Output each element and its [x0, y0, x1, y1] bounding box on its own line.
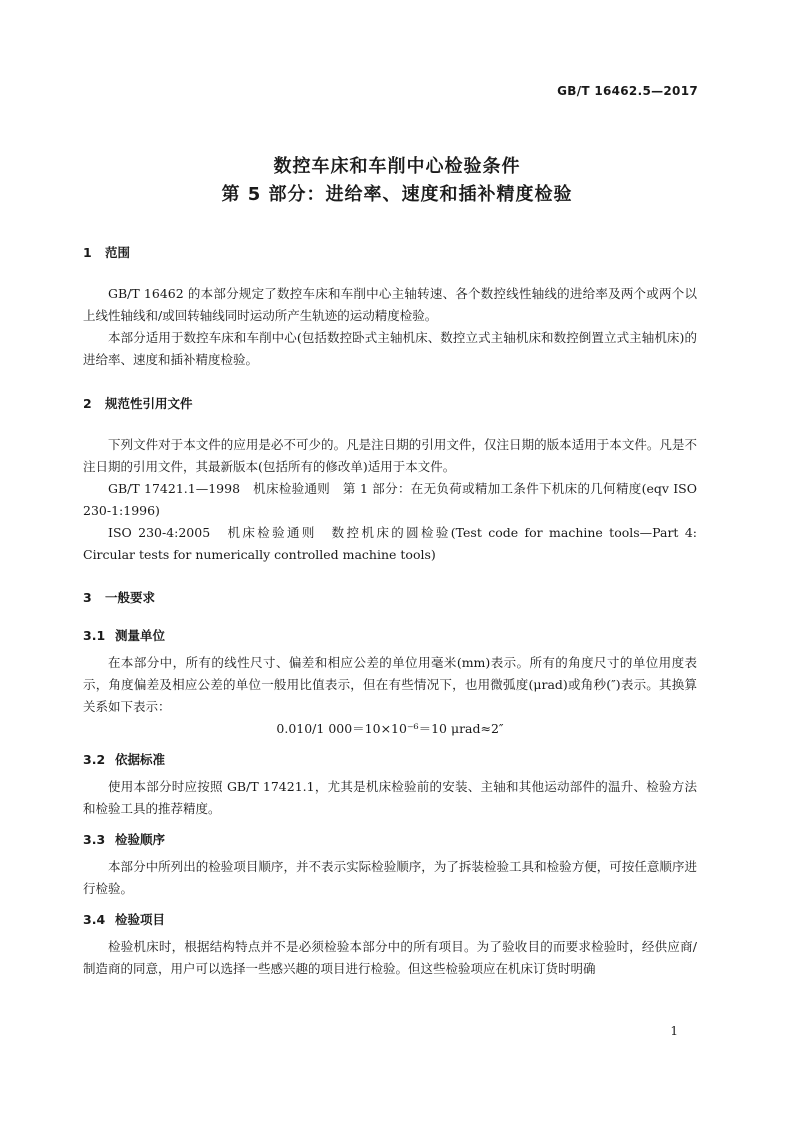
section-1-heading [83, 243, 697, 261]
paragraph: 检验机床时，根据结构特点并不是必须检验本部分中的所有项目。为了验收目的而要求检验时，经供应商/制造商的同意，用户可以选择一些感兴趣的项目进行检验。但这些检验项应在机床订货时明确 [83, 939, 697, 976]
section-title: 一般要求 [105, 590, 156, 605]
document-title: 数控车床和车削中心检验条件 [273, 156, 521, 177]
section-title: 检验项目 [115, 912, 166, 927]
section-number: 1 [83, 245, 92, 260]
paragraph: 本部分中所列出的检验项目顺序，并不表示实际检验顺序，为了拆装检验工具和检验方便，可按任意顺序进行检验。 [83, 859, 697, 896]
section-3-4-heading [83, 910, 697, 928]
section-title: 规范性引用文件 [105, 396, 193, 411]
section-title: 测量单位 [115, 628, 166, 643]
section-title: 依据标准 [115, 752, 166, 767]
paragraph: 本部分适用于数控车床和车削中心(包括数控卧式主轴机床、数控立式主轴机床和数控倒置立式主轴机床)的进给率、速度和插补精度检验。 [83, 330, 697, 367]
page-number: 1 [670, 1024, 678, 1038]
section-number: 3 [83, 590, 92, 605]
paragraph: GB/T 16462 的本部分规定了数控车床和车削中心主轴转速、各个数控线性轴线的进给率及两个或两个以上线性轴线和/或回转轴线同时运动所产生轨迹的运动精度检验。 [83, 286, 697, 323]
section-number: 3.3 [83, 832, 106, 847]
standard-code: GB/T 16462.5—2017 [557, 84, 698, 98]
section-title: 范围 [105, 245, 131, 260]
section-number: 3.4 [83, 912, 106, 927]
reference-entry: ISO 230-4:2005 机床检验通则 数控机床的圆检验(Test code for machine tools—Part 4: Circular tests for numerically controlled machine tools) [83, 525, 697, 562]
section-number: 3.2 [83, 752, 106, 767]
section-number: 2 [83, 396, 92, 411]
paragraph: 使用本部分时应按照 GB/T 17421.1，尤其是机床检验前的安装、主轴和其他运动部件的温升、检验方法和检验工具的推荐精度。 [83, 779, 697, 816]
document-body [83, 243, 697, 980]
section-3-1-heading [83, 626, 697, 644]
section-number: 3.1 [83, 628, 106, 643]
section-title: 检验顺序 [115, 832, 166, 847]
conversion-formula: 0.010/1 000＝10×10⁻⁶＝10 μrad≈2″ [276, 721, 504, 736]
paragraph: 下列文件对于本文件的应用是必不可少的。凡是注日期的引用文件，仅注日期的版本适用于本文件。凡是不注日期的引用文件，其最新版本(包括所有的修改单)适用于本文件。 [83, 437, 697, 474]
section-3-heading [83, 588, 697, 606]
section-3-3-heading [83, 830, 697, 848]
document-subtitle: 第 5 部分：进给率、速度和插补精度检验 [221, 184, 573, 205]
paragraph: 在本部分中，所有的线性尺寸、偏差和相应公差的单位用毫米(mm)表示。所有的角度尺寸的单位用度表示，角度偏差及相应公差的单位一般用比值表示，但在有些情况下，也用微弧度(μrad)或角秒(″)表示。其换算关系如下表示： [83, 655, 697, 714]
section-3-2-heading [83, 750, 697, 768]
section-2-heading [83, 394, 697, 412]
reference-entry: GB/T 17421.1—1998 机床检验通则 第 1 部分：在无负荷或精加工条件下机床的几何精度(eqv ISO 230-1:1996) [83, 481, 697, 518]
